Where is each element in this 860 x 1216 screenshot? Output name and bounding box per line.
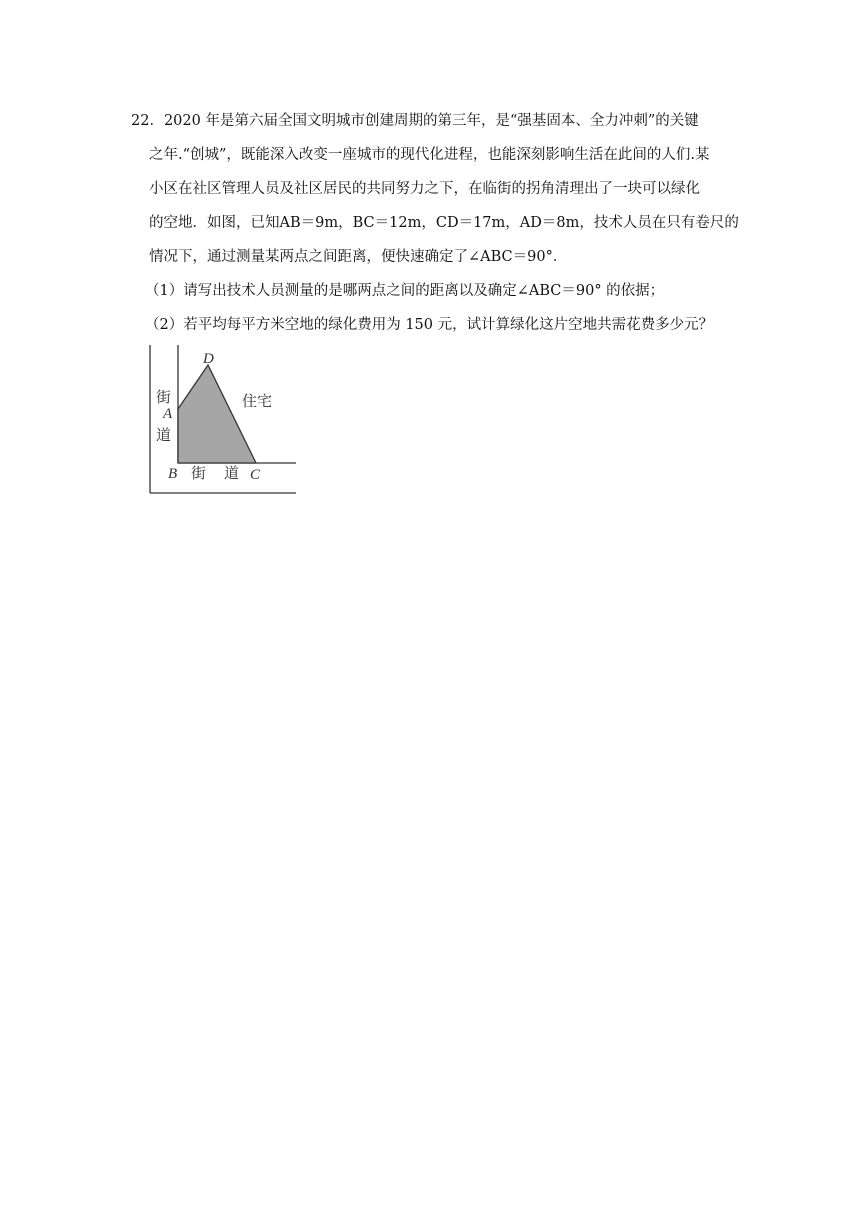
label-d: D bbox=[203, 351, 214, 367]
residence-label: 住宅 bbox=[242, 392, 273, 410]
given-ab: AB＝9m， bbox=[279, 215, 353, 231]
problem-line-2: 之年.“创城”，既能深入改变一座城市的现代化进程，也能深刻影响生活在此间的人们.某 bbox=[149, 147, 710, 163]
figure-svg bbox=[146, 341, 298, 495]
given-tail: 技术人员在只有卷尺的 bbox=[593, 215, 739, 231]
label-a: A bbox=[163, 406, 173, 422]
problem-text-4: 的空地．如图，已知 bbox=[149, 215, 280, 231]
problem-figure bbox=[146, 341, 298, 495]
land-quadrilateral bbox=[178, 365, 256, 463]
given-cd: CD＝17m， bbox=[435, 215, 520, 231]
problem-line-5: 情况下，通过测量某两点之间距离，便快速确定了∠ABC＝90°． bbox=[149, 249, 568, 265]
street-bottom-left: 街 bbox=[191, 464, 207, 482]
street-left-bottom: 道 bbox=[156, 426, 172, 444]
problem-line-4 bbox=[149, 213, 739, 233]
sub-question-2: （2）若平均每平方米空地的绿化费用为 150 元，试计算绿化这片空地共需花费多少元？ bbox=[145, 317, 714, 333]
label-b: B bbox=[168, 466, 178, 482]
street-left-top: 街 bbox=[156, 388, 172, 406]
problem-line-1 bbox=[131, 111, 699, 131]
street-bottom-right: 道 bbox=[224, 464, 240, 482]
sub-question-1: （1）请写出技术人员测量的是哪两点之间的距离以及确定∠ABC＝90° 的依据； bbox=[145, 283, 665, 299]
given-ad: AD＝8m， bbox=[519, 215, 594, 231]
problem-line-3: 小区在社区管理人员及社区居民的共同努力之下，在临街的拐角清理出了一块可以绿化 bbox=[149, 181, 700, 197]
problem-text-1: 2020 年是第六届全国文明城市创建周期的第三年，是“强基固本、全力冲刺”的关键 bbox=[163, 113, 699, 129]
given-bc: BC＝12m， bbox=[352, 215, 436, 231]
label-c: C bbox=[250, 467, 261, 483]
problem-number: 22． bbox=[131, 113, 164, 129]
